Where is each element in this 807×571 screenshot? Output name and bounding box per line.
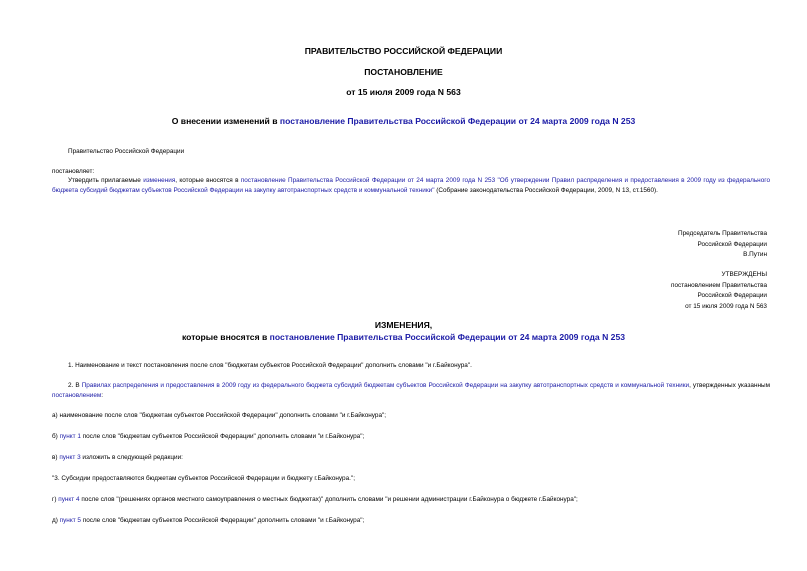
changes-title: ИЗМЕНЕНИЯ, <box>374 320 433 330</box>
change-item-g <box>52 495 578 505</box>
approval-line-2: постановлением Правительства <box>671 281 767 289</box>
change-item-2 <box>52 381 770 401</box>
signature-line-3: В.Путин <box>743 251 767 258</box>
rules-link[interactable]: Правилах распределения и предоставления в 2009 году из федерального бюджета субсидий бюджетам субъектов Российской Федерации на закупку автотранспортных средств и коммунальной техники <box>81 382 690 389</box>
change-item-d <box>52 516 364 526</box>
document-title <box>0 116 807 126</box>
item-d-text: после слов "бюджетам субъектов Российской Федерации" дополнить словами "и г.Байконура"; <box>80 517 365 524</box>
document-type: ПОСТАНОВЛЕНИЕ <box>364 67 443 77</box>
item-b-prefix: б) <box>52 433 60 440</box>
signature-line-1: Председатель Правительства <box>678 230 767 237</box>
resolution-paragraph <box>52 176 770 196</box>
decides-line: постановляет: <box>52 168 95 175</box>
title-link[interactable]: постановление Правительства Российской Федерации от 24 марта 2009 года N 253 <box>279 116 636 126</box>
p1-text-a: Утвердить прилагаемые <box>68 177 144 184</box>
approval-block <box>671 270 767 312</box>
change-item-v <box>52 453 183 463</box>
item-b-text: после слов "бюджетам субъектов Российской Федерации" дополнить словами "и г.Байконура"; <box>80 433 365 440</box>
changes-subtitle-link[interactable]: постановление Правительства Российской Федерации от 24 марта 2009 года N 253 <box>269 332 626 342</box>
government-heading: ПРАВИТЕЛЬСТВО РОССИЙСКОЙ ФЕДЕРАЦИИ <box>304 46 503 56</box>
change-item-1: 1. Наименование и текст постановления после слов "бюджетам субъектов Российской Федерации" дополнить словами "и г.Байконура". <box>68 362 472 369</box>
item-v-prefix: в) <box>52 454 60 461</box>
resolution-253-link[interactable]: постановление Правительства Российской Федерации от 24 марта 2009 года N 253 "Об утверждении Правил распределения и предоставления в 2009 году из федерального бюджета субсидий бюджетам субъектов Российской Федерации на закупку автотранспортных средств и коммунальной техники" <box>52 177 771 194</box>
signature-block <box>678 229 767 261</box>
change-item-a: а) наименование после слов "бюджетам субъектов Российской Федерации" дополнить словами "и г.Байконура"; <box>52 412 387 419</box>
approval-line-3: Российской Федерации <box>697 292 767 299</box>
p1-text-c: (Собрание законодательства Российской Федерации, 2009, N 13, ст.1560). <box>434 187 658 194</box>
point-1-link[interactable]: пункт 1 <box>59 433 81 440</box>
point-5-link[interactable]: пункт 5 <box>59 517 81 524</box>
document-date: от 15 июля 2009 года N 563 <box>346 87 461 97</box>
item-d-prefix: д) <box>52 517 60 524</box>
point-3-link[interactable]: пункт 3 <box>59 454 81 461</box>
government-name: Правительство Российской Федерации <box>68 148 185 155</box>
resolution-link[interactable]: постановлением <box>52 392 102 399</box>
item2-text-c: : <box>101 392 104 399</box>
item2-text-b: , утвержденных указанным <box>689 382 770 389</box>
change-item-b <box>52 432 364 442</box>
quoted-new-wording: "3. Субсидии предоставляются бюджетам субъектов Российской Федерации и бюджету г.Байконура."; <box>52 475 355 482</box>
item2-text-a: 2. В <box>68 382 82 389</box>
title-prefix: О внесении изменений в <box>171 116 280 126</box>
approval-line-4: от 15 июля 2009 года N 563 <box>685 302 767 310</box>
changes-subtitle <box>0 332 807 342</box>
p1-text-b: , которые вносятся в <box>175 177 241 184</box>
item-g-prefix: г) <box>52 496 59 503</box>
point-4-link[interactable]: пункт 4 <box>58 496 80 503</box>
changes-subtitle-prefix: которые вносятся в <box>181 332 270 342</box>
changes-link[interactable]: изменения <box>143 177 176 184</box>
item-v-text: изложить в следующей редакции: <box>80 454 183 461</box>
signature-line-2: Российской Федерации <box>697 240 767 248</box>
approval-line-1: УТВЕРЖДЕНЫ <box>721 271 767 278</box>
item-g-text: после слов "(решениях органов местного самоуправления о местных бюджетах)" дополнить словами "и решении администрации г.Байконура о бюджете г.Байконура"; <box>79 496 578 503</box>
